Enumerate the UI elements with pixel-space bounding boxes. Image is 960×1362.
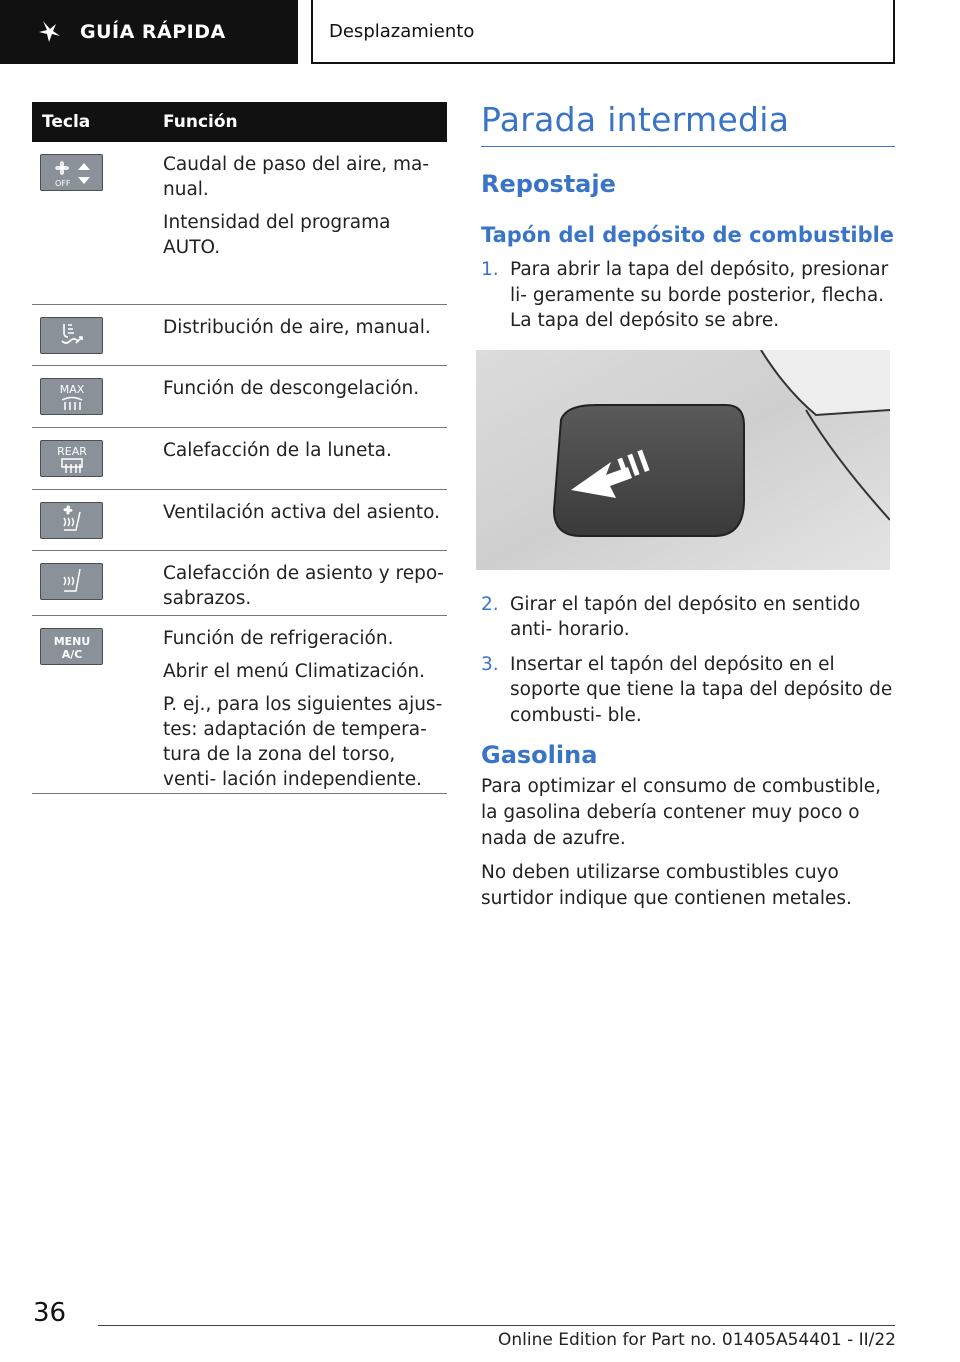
title-rule — [481, 146, 895, 147]
seat-heating-icon — [40, 563, 103, 600]
row-text: Ventilación activa del asiento. — [163, 502, 440, 523]
key-label: REAR — [56, 444, 87, 458]
gasolina-paragraph: Para optimizar el consumo de combustible, la gasolina debería contener muy poco o nada de azufre. — [481, 776, 881, 849]
table-row — [32, 428, 447, 490]
seat-ventilation-icon — [40, 502, 103, 539]
col-function-header: Función — [163, 112, 238, 132]
footer-edition: Online Edition for Part no. 01405A54401 - II/22 — [497, 1330, 896, 1350]
max-defrost-icon — [40, 378, 103, 415]
subsection-title: Repostaje — [481, 170, 616, 198]
steps-list — [481, 257, 895, 334]
key-label: MAX — [59, 382, 84, 396]
row-text: P. ej., para los siguientes ajus‐ tes: adaptación de tempera‐ tura de la zona del torso, venti‐ lación independiente. — [163, 694, 443, 790]
table-row — [32, 305, 447, 366]
table-row — [32, 142, 447, 305]
table-row — [32, 616, 447, 794]
rear-defrost-icon — [40, 440, 103, 477]
table-row — [32, 366, 447, 428]
row-text: Caudal de paso del aire, ma‐ nual. — [163, 154, 430, 200]
header-section-tab[interactable] — [0, 0, 298, 64]
row-text: Abrir el menú Climatización. — [163, 661, 425, 682]
header-chapter — [311, 0, 895, 64]
section-title: Parada intermedia — [481, 100, 790, 139]
air-distribution-icon — [40, 317, 103, 354]
row-text: Calefacción de asiento y repo‐ sabrazos. — [163, 563, 444, 609]
quick-guide-star-icon — [36, 17, 66, 47]
list-item: 2. Girar el tapón del depósito en sentido anti‐ horario. — [481, 593, 861, 640]
row-text: Función de descongelación. — [163, 378, 420, 399]
subsubsection-title: Tapón del depósito de combustible — [481, 223, 895, 247]
table-row — [32, 551, 447, 616]
key-label: MENU — [53, 634, 90, 648]
header-chapter-label: Desplazamiento — [329, 20, 475, 42]
fan-off-arrows-icon — [40, 154, 103, 191]
row-text: Calefacción de la luneta. — [163, 440, 392, 461]
key-function-table — [32, 102, 447, 794]
table-header — [32, 102, 447, 142]
page-number: 36 — [33, 1298, 67, 1328]
right-column — [481, 100, 895, 912]
menu-ac-icon — [40, 628, 103, 665]
svg-text:OFF: OFF — [54, 178, 70, 188]
row-text: Función de refrigeración. — [163, 628, 394, 649]
row-text: Distribución de aire, manual. — [163, 317, 431, 338]
list-item: 1. Para abrir la tapa del depósito, presionar li‐ geramente su borde posterior, flecha. La tapa del depósito se abre. — [481, 259, 889, 331]
row-text: Intensidad del programa AUTO. — [163, 212, 391, 258]
gasolina-title: Gasolina — [481, 741, 598, 769]
col-key-header: Tecla — [42, 112, 91, 132]
gasolina-paragraph: No deben utilizarse combustibles cuyo surtidor indique que contienen metales. — [481, 862, 852, 909]
key-label: A/C — [61, 647, 82, 661]
fuel-cap-photo — [476, 350, 890, 570]
list-item: 3. Insertar el tapón del depósito en el soporte que tiene la tapa del depósito de combusti‐ ble. — [481, 653, 893, 726]
steps-list-cont — [481, 592, 895, 729]
footer-rule — [98, 1325, 895, 1326]
table-row — [32, 490, 447, 551]
header-section-label: GUÍA RÁPIDA — [80, 21, 226, 43]
